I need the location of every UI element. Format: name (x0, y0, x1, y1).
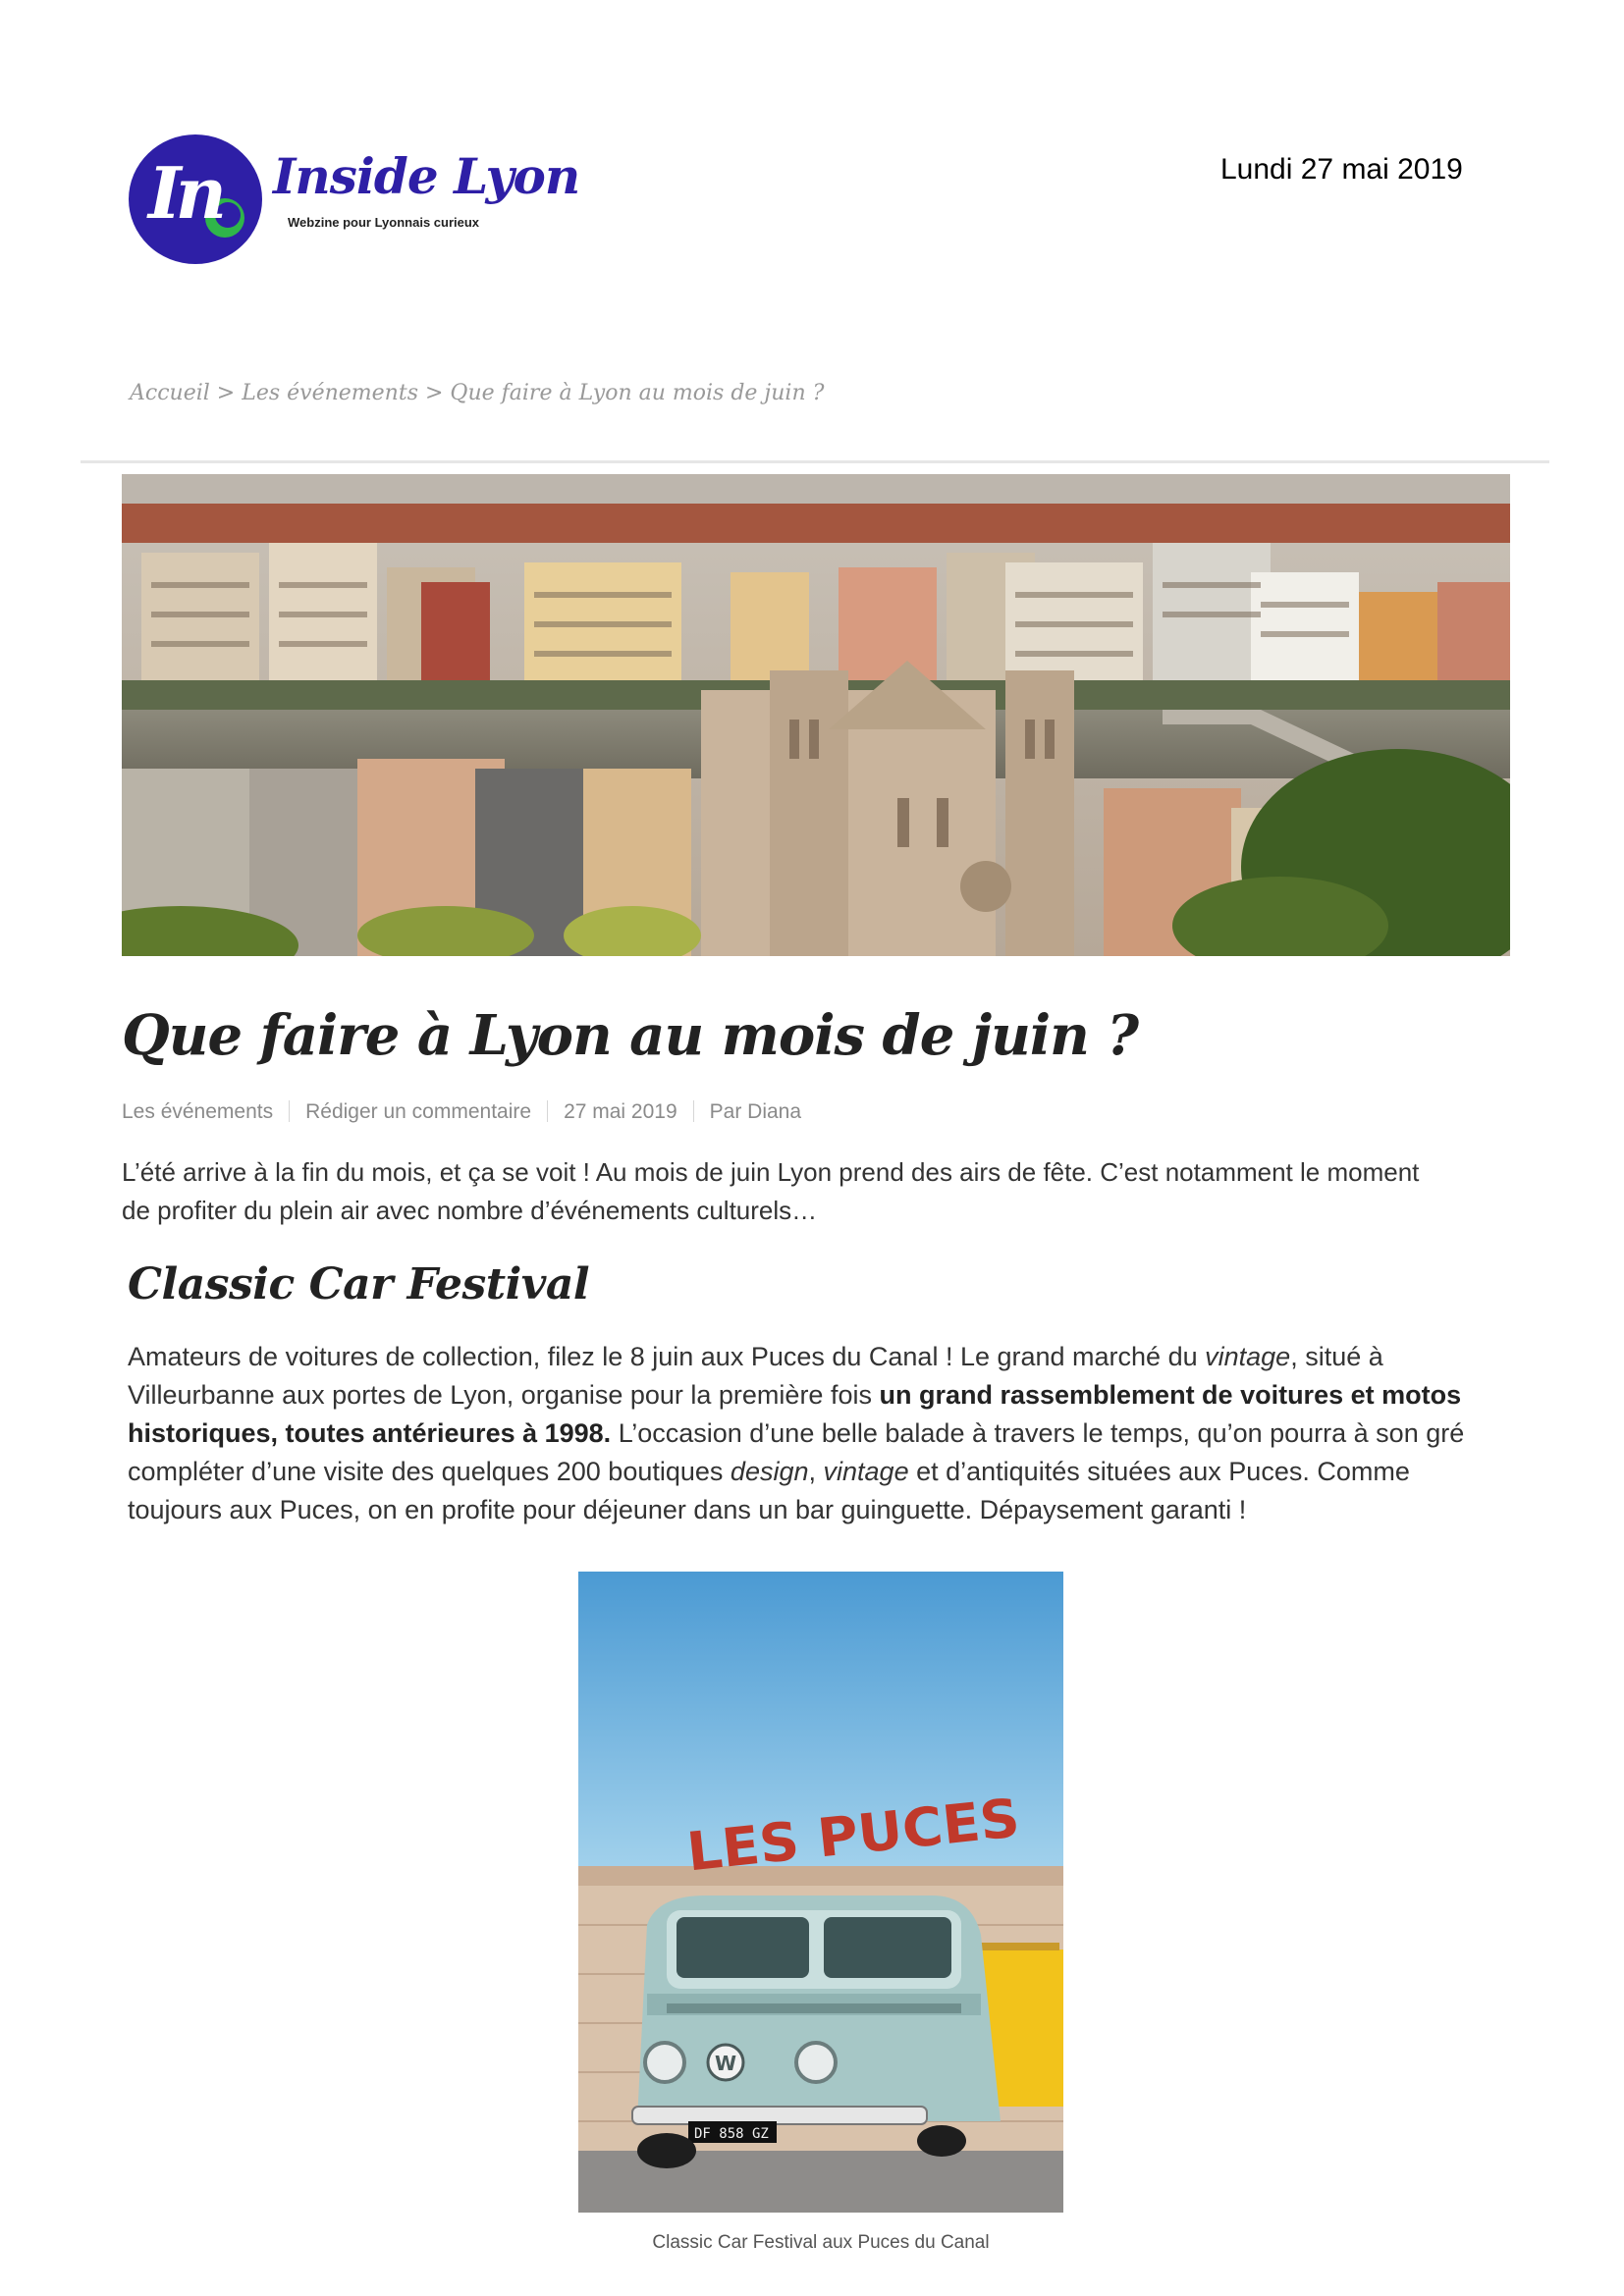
logo-monogram: In (148, 151, 222, 235)
sign-text: LES PUCES (683, 1788, 1011, 1884)
hero-image-lyon-cityscape (122, 474, 1510, 956)
license-plate-text: DF 858 GZ (694, 2126, 769, 2142)
breadcrumb-home-link[interactable]: Accueil (130, 381, 210, 405)
section-heading: Classic Car Festival (128, 1259, 590, 1309)
header-divider (81, 460, 1549, 463)
brand-tagline: Webzine pour Lyonnais curieux (288, 215, 480, 230)
section-paragraph (128, 1338, 1502, 1529)
meta-category-link[interactable]: Les événements (122, 1100, 274, 1123)
breadcrumb-separator: > (424, 381, 444, 405)
paragraph-line: historiques, toutes antérieures à 1998. L’occasion d’une belle balade à travers le temps, qu’on pourra à son gré (128, 1418, 1465, 1448)
meta-separator (693, 1100, 694, 1122)
brand-name[interactable]: Inside Lyon (273, 147, 580, 205)
article-intro (122, 1153, 1437, 1230)
meta-date: 27 mai 2019 (564, 1100, 677, 1123)
intro-line: L’été arrive à la fin du mois, et ça se voit ! Au mois de juin Lyon prend des airs de fête. C’est notamment le moment (122, 1157, 1420, 1187)
paragraph-line: compléter d’une visite des quelques 200 boutiques design, vintage et d’antiquités situées aux Puces. Comme (128, 1457, 1410, 1486)
image-caption: Classic Car Festival aux Puces du Canal (652, 2232, 990, 2253)
article-meta (122, 1100, 801, 1124)
paragraph-line: Villeurbanne aux portes de Lyon, organise pour la première fois un grand rassemblement de voitures et motos (128, 1380, 1462, 1410)
article-title: Que faire à Lyon au mois de juin ? (122, 1003, 1139, 1068)
meta-separator (289, 1100, 290, 1122)
paragraph-line: Amateurs de voitures de collection, filez le 8 juin aux Puces du Canal ! Le grand marché du vintage, situé à (128, 1342, 1383, 1371)
breadcrumb-separator: > (216, 381, 236, 405)
svg-text:W: W (715, 2052, 737, 2075)
breadcrumb-current: Que faire à Lyon au mois de juin ? (450, 381, 825, 405)
intro-line: de profiter du plein air avec nombre d’événements culturels… (122, 1196, 818, 1225)
meta-comment-link[interactable]: Rédiger un commentaire (305, 1100, 532, 1123)
breadcrumb-category-link[interactable]: Les événements (242, 381, 418, 405)
meta-author-link[interactable]: Par Diana (709, 1100, 802, 1123)
article-image-vw-van (578, 1572, 1063, 2213)
breadcrumb (130, 381, 824, 405)
meta-separator (547, 1100, 548, 1122)
paragraph-line: toujours aux Puces, on en profite pour déjeuner dans un bar guinguette. Dépaysement garanti ! (128, 1495, 1247, 1524)
header-date: Lundi 27 mai 2019 (1220, 153, 1463, 186)
